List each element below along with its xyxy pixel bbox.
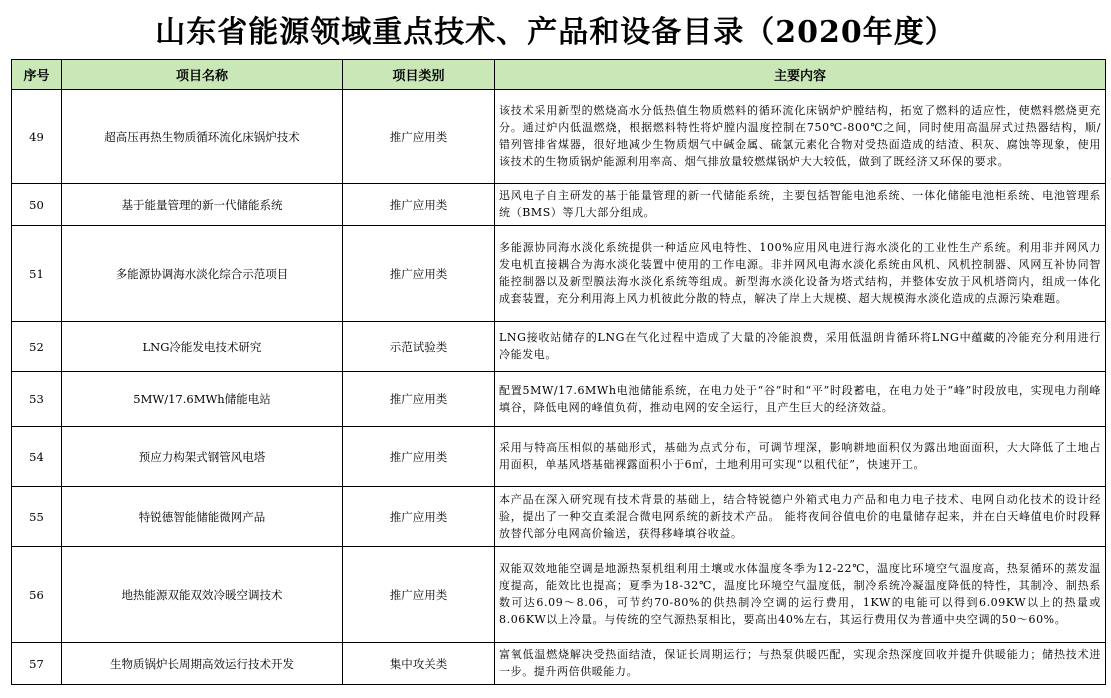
table-row (12, 487, 1106, 547)
row-content: 迅风电子自主研发的基于能量管理的新一代储能系统，主要包括智能电池系统、一体化储能电池柜系统、电池管理系统（BMS）等几大部分组成。 (495, 184, 1106, 226)
table-header-row (12, 60, 1106, 90)
table-row (12, 184, 1106, 226)
row-content: 该技术采用新型的燃烧高水分低热值生物质燃料的循环流化床锅炉炉膛结构，拓宽了燃料的适应性，使燃料燃烧更充分。通过炉内低温燃烧，根据燃料特性将炉膛内温度控制在750℃-800℃之间，同时使用高温屏式过热器结构，顺/错列管排省煤器，很好地减少生物质烟气中碱金属、硫氯元素化合物对受热面造成的结渣、积灰、腐蚀等现象，使用该技术的生物质锅炉能源利用率高、烟气排放量较燃煤锅炉大大较低，做到了既经济又环保的要求。 (495, 90, 1106, 184)
row-num: 53 (12, 372, 62, 427)
header-name: 项目名称 (62, 60, 343, 90)
row-category: 推广应用类 (343, 547, 495, 643)
row-content: 多能源协同海水淡化系统提供一种适应风电特性、100%应用风电进行海水淡化的工业性生产系统。利用非并网风力发电机直接耦合为海水淡化装置中使用的工作电源。非并网风电海水淡化系统由风机、风机控制器、风网互补协同智能控制器以及新型膜法海水淡化系统等组成。新型海水淡化设备为塔式结构，并整体安放于风机塔筒内，组成一体化成套装置，充分利用海上风力机彼此分散的特点，解决了岸上大规模、超大规模海水淡化造成的点源污染难题。 (495, 226, 1106, 322)
row-category: 推广应用类 (343, 184, 495, 226)
row-name: 基于能量管理的新一代储能系统 (62, 184, 343, 226)
table-row (12, 322, 1106, 372)
row-category: 推广应用类 (343, 372, 495, 427)
table-row (12, 372, 1106, 427)
row-num: 50 (12, 184, 62, 226)
row-name: 多能源协调海水淡化综合示范项目 (62, 226, 343, 322)
row-name: 生物质锅炉长周期高效运行技术开发 (62, 643, 343, 685)
row-name: 地热能源双能双效冷暖空调技术 (62, 547, 343, 643)
row-category: 推广应用类 (343, 427, 495, 487)
row-content: LNG接收站储存的LNG在气化过程中造成了大量的冷能浪费，采用低温朗肯循环将LNG中蕴藏的冷能充分利用进行冷能发电。 (495, 322, 1106, 372)
row-content: 配置5MW/17.6MWh电池储能系统，在电力处于“谷”时和“平”时段蓄电，在电力处于“峰”时段放电，实现电力削峰填谷，降低电网的峰值负荷，推动电网的安全运行，且产生巨大的经济效益。 (495, 372, 1106, 427)
catalog-table (11, 59, 1106, 685)
row-category: 推广应用类 (343, 90, 495, 184)
row-category: 推广应用类 (343, 487, 495, 547)
row-category: 集中攻关类 (343, 643, 495, 685)
row-content: 采用与特高压相似的基础形式，基础为点式分布，可调节埋深，影响耕地面积仅为露出地面面积，大大降低了土地占用面积，单基风塔基础裸露面积小于6㎡，土地利用可实现“以租代征”，快速开工。 (495, 427, 1106, 487)
row-content: 双能双效地能空调是地源热泵机组利用土壤或水体温度冬季为12-22℃，温度比环境空气温度高，热泵循环的蒸发温度提高，能效比也提高；夏季为18-32℃，温度比环境空气温度低，制冷系统冷凝温度降低的特性，其制冷、制热系数可达6.09～8.06，可节约70-80%的供热制冷空调的运行费用，1KW的电能可以得到6.09KW以上的热量或8.06KW以上冷量。与传统的空气源热泵相比，要高出40%左右，其运行费用仅为普通中央空调的50～60%。 (495, 547, 1106, 643)
row-name: 特锐德智能储能微网产品 (62, 487, 343, 547)
header-num: 序号 (12, 60, 62, 90)
row-num: 52 (12, 322, 62, 372)
header-category: 项目类别 (343, 60, 495, 90)
table-row (12, 226, 1106, 322)
row-name: LNG冷能发电技术研究 (62, 322, 343, 372)
row-content: 富氧低温燃烧解决受热面结渣，保证长周期运行；与热泵供暖匹配，实现余热深度回收并提升供暖能力；储热技术进一步。提升两倍供暖能力。 (495, 643, 1106, 685)
table-row (12, 547, 1106, 643)
row-num: 56 (12, 547, 62, 643)
table-row (12, 643, 1106, 685)
table-row (12, 90, 1106, 184)
row-num: 49 (12, 90, 62, 184)
row-category: 示范试验类 (343, 322, 495, 372)
row-name: 预应力构架式钢管风电塔 (62, 427, 343, 487)
row-num: 55 (12, 487, 62, 547)
row-name: 超高压再热生物质循环流化床锅炉技术 (62, 90, 343, 184)
header-content: 主要内容 (495, 60, 1106, 90)
row-name: 5MW/17.6MWh储能电站 (62, 372, 343, 427)
table-row (12, 427, 1106, 487)
row-category: 推广应用类 (343, 226, 495, 322)
row-num: 57 (12, 643, 62, 685)
row-num: 54 (12, 427, 62, 487)
row-num: 51 (12, 226, 62, 322)
page-title: 山东省能源领域重点技术、产品和设备目录（2020年度） (155, 15, 956, 50)
row-content: 本产品在深入研究现有技术背景的基础上，结合特锐德户外箱式电力产品和电力电子技术、电网自动化技术的设计经验，提出了一种交直柔混合微电网系统的新技术产品。 能将夜间谷值电价的电量储存起来，并在白天峰值电价时段释放替代部分电网高价输送，获得移峰填谷收益。 (495, 487, 1106, 547)
